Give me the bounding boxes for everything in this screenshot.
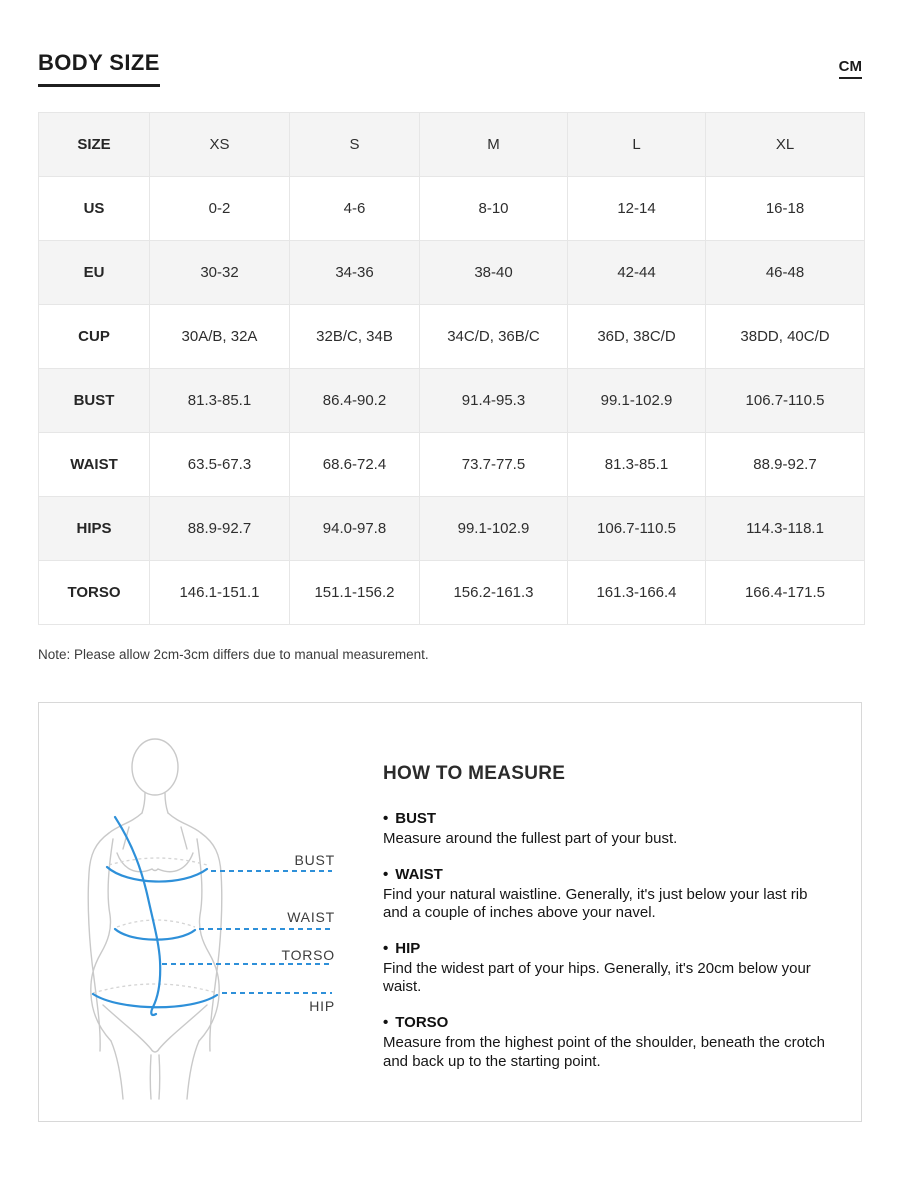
row-label: US	[39, 177, 150, 241]
unit-toggle-cm[interactable]: CM	[839, 58, 862, 79]
column-header-m: M	[420, 113, 568, 177]
measure-item-label: TORSO	[395, 1013, 449, 1031]
table-cell: 4-6	[290, 177, 420, 241]
measure-item-label: HIP	[395, 939, 421, 957]
table-cell: 88.9-92.7	[706, 433, 865, 497]
diagram-label-bust: BUST	[294, 852, 335, 868]
table-cell: 16-18	[706, 177, 865, 241]
table-cell: 30A/B, 32A	[150, 305, 290, 369]
measure-item-waist	[383, 866, 829, 923]
bullet-icon: •	[383, 810, 389, 827]
table-row-eu	[39, 241, 865, 305]
table-cell: 46-48	[706, 241, 865, 305]
table-row-torso	[39, 561, 865, 625]
row-label: EU	[39, 241, 150, 305]
table-cell: 30-32	[150, 241, 290, 305]
body-outline	[88, 739, 222, 1099]
table-cell: 99.1-102.9	[420, 497, 568, 561]
table-cell: 106.7-110.5	[706, 369, 865, 433]
table-cell: 38DD, 40C/D	[706, 305, 865, 369]
header-bar	[38, 50, 862, 87]
table-cell: 106.7-110.5	[568, 497, 706, 561]
table-cell: 42-44	[568, 241, 706, 305]
table-cell: 91.4-95.3	[420, 369, 568, 433]
table-row-bust	[39, 369, 865, 433]
table-cell: 34C/D, 36B/C	[420, 305, 568, 369]
page-title: BODY SIZE	[38, 50, 160, 87]
table-cell: 166.4-171.5	[706, 561, 865, 625]
how-to-measure-title: HOW TO MEASURE	[383, 763, 566, 784]
table-cell: 32B/C, 34B	[290, 305, 420, 369]
table-cell: 146.1-151.1	[150, 561, 290, 625]
measure-item-bust	[383, 810, 829, 849]
measure-item-heading	[383, 1014, 829, 1031]
bullet-icon: •	[383, 1013, 389, 1031]
table-cell: 151.1-156.2	[290, 561, 420, 625]
table-cell: 88.9-92.7	[150, 497, 290, 561]
column-header-xl: XL	[706, 113, 865, 177]
table-cell: 81.3-85.1	[150, 369, 290, 433]
table-cell: 34-36	[290, 241, 420, 305]
row-label: BUST	[39, 369, 150, 433]
table-cell: 86.4-90.2	[290, 369, 420, 433]
column-header-xs: XS	[150, 113, 290, 177]
table-cell: 8-10	[420, 177, 568, 241]
table-cell: 36D, 38C/D	[568, 305, 706, 369]
row-label: TORSO	[39, 561, 150, 625]
table-cell: 156.2-161.3	[420, 561, 568, 625]
table-row-cup	[39, 305, 865, 369]
measure-item-heading	[383, 940, 829, 957]
measure-item-text: Measure around the fullest part of your bust.	[383, 830, 678, 847]
bullet-icon: •	[383, 939, 389, 957]
measure-item-heading	[383, 866, 829, 883]
measure-item-label: BUST	[395, 810, 437, 827]
measure-item-text: Find the widest part of your hips. Generally, it's 20cm below your waist.	[383, 959, 811, 996]
measure-instructions	[381, 703, 861, 1121]
column-header-l: L	[568, 113, 706, 177]
measure-item-text: Measure from the highest point of the shoulder, beneath the crotch and back up to the starting point.	[383, 1033, 825, 1070]
table-cell: 94.0-97.8	[290, 497, 420, 561]
size-table	[38, 112, 865, 625]
row-label: CUP	[39, 305, 150, 369]
diagram-label-hip: HIP	[309, 998, 335, 1014]
measure-item-hip	[383, 940, 829, 997]
table-cell: 0-2	[150, 177, 290, 241]
row-label: HIPS	[39, 497, 150, 561]
table-row-waist	[39, 433, 865, 497]
table-cell: 161.3-166.4	[568, 561, 706, 625]
table-cell: 81.3-85.1	[568, 433, 706, 497]
table-cell: 114.3-118.1	[706, 497, 865, 561]
table-cell: 68.6-72.4	[290, 433, 420, 497]
measure-item-heading	[383, 810, 829, 827]
corner-label: SIZE	[39, 113, 150, 177]
table-row-hips	[39, 497, 865, 561]
torso-line	[115, 817, 160, 1015]
table-cell: 38-40	[420, 241, 568, 305]
measure-item-label: WAIST	[395, 865, 443, 883]
table-header-row	[39, 113, 865, 177]
table-cell: 12-14	[568, 177, 706, 241]
body-diagram	[39, 703, 381, 1121]
bullet-icon: •	[383, 865, 389, 883]
measure-item-text: Find your natural waistline. Generally, it's just below your last rib and a couple of inches above your navel.	[383, 885, 808, 922]
row-label: WAIST	[39, 433, 150, 497]
diagram-label-waist: WAIST	[287, 909, 335, 925]
table-cell: 99.1-102.9	[568, 369, 706, 433]
table-row-us	[39, 177, 865, 241]
table-cell: 73.7-77.5	[420, 433, 568, 497]
measure-item-torso	[383, 1014, 829, 1071]
table-cell: 63.5-67.3	[150, 433, 290, 497]
measurement-note: Note: Please allow 2cm-3cm differs due to manual measurement.	[38, 647, 429, 662]
diagram-label-torso: TORSO	[281, 947, 335, 963]
how-to-measure-section	[38, 702, 862, 1122]
column-header-s: S	[290, 113, 420, 177]
